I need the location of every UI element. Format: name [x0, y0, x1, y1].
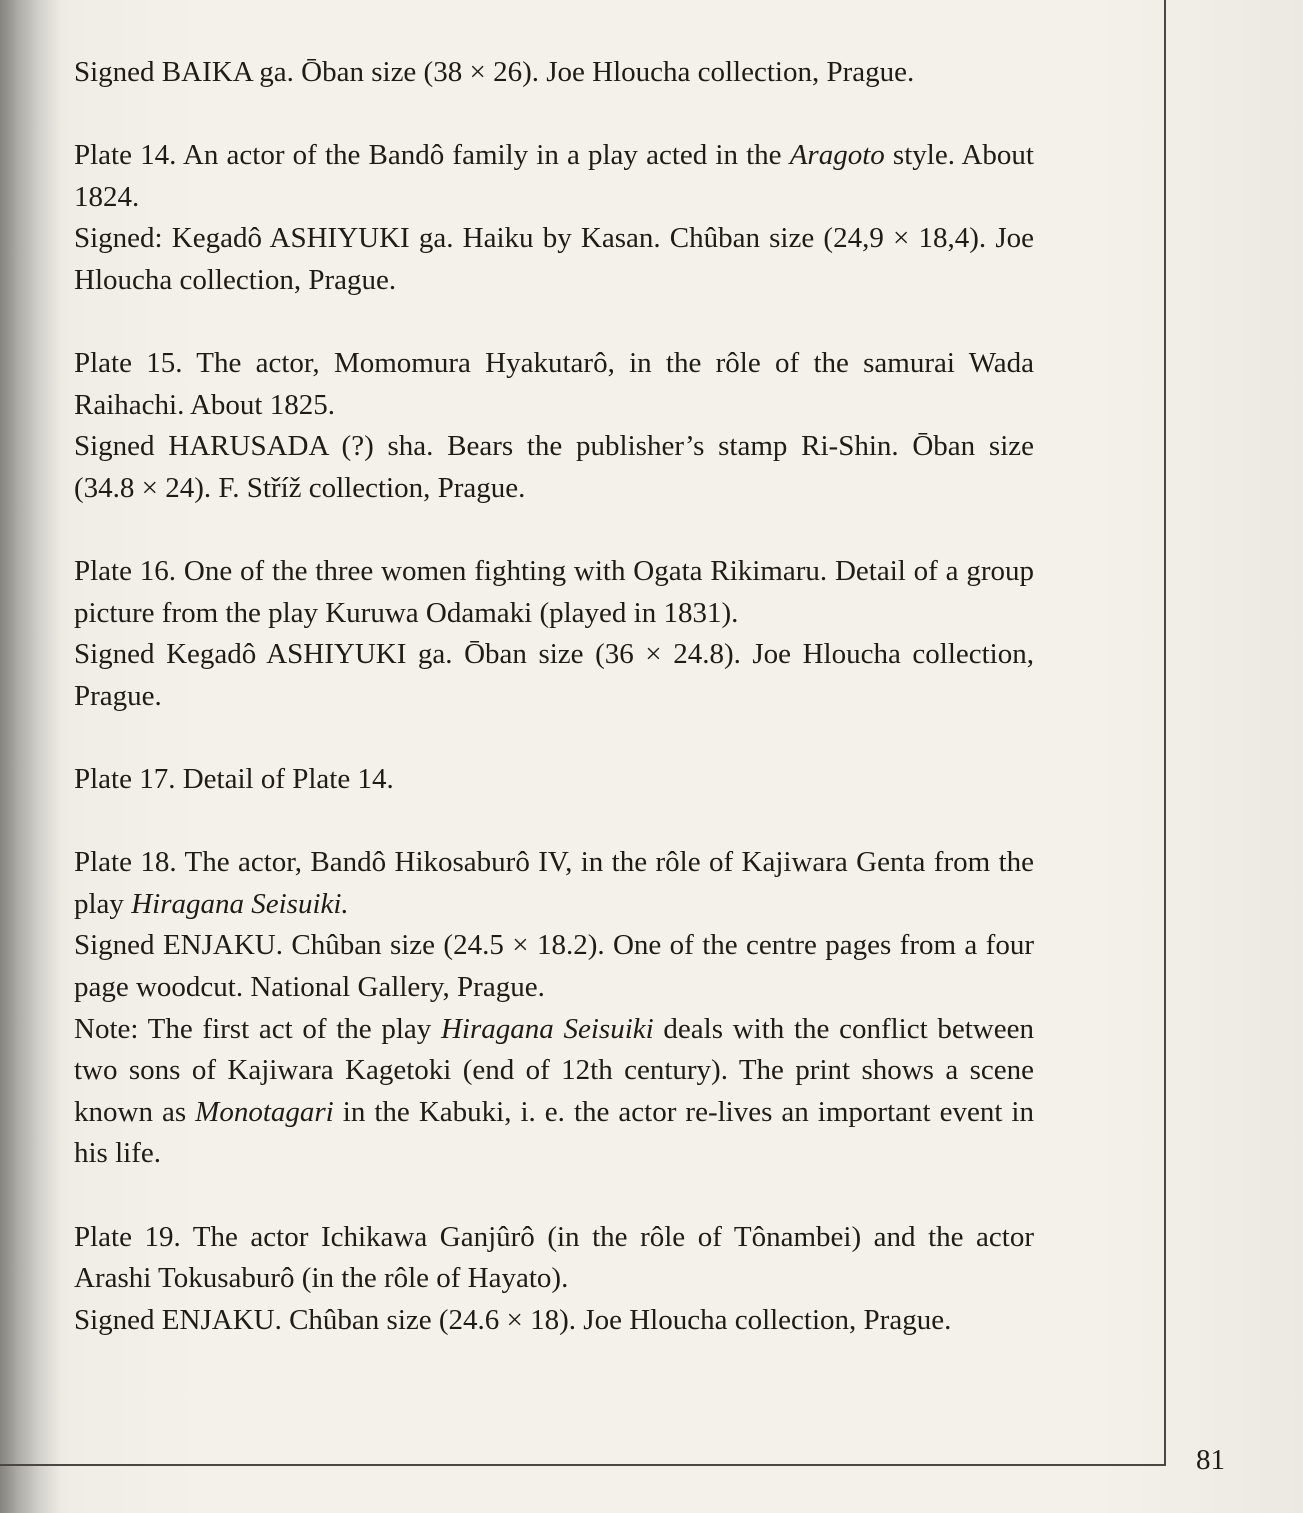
frame-rule-right	[1164, 0, 1166, 1466]
page-number: 81	[1196, 1444, 1225, 1476]
text-run: Note: The first act of the play	[74, 1012, 441, 1045]
entry-plate-15	[74, 343, 1034, 509]
paragraph: Plate 19. The actor Ichikawa Ganjûrô (in the rôle of Tônambei) and the actor Arashi Tokusaburô (in the rôle of Hayato).	[74, 1220, 1034, 1295]
entry-plate-19	[74, 1217, 1034, 1342]
paragraph: Plate 17. Detail of Plate 14.	[74, 763, 394, 796]
text-run: Plate 14. An actor of the Bandô family in a play acted in the	[74, 139, 790, 172]
paragraph: Plate 15. The actor, Momomura Hyakutarô, in the rôle of the samurai Wada Raihachi. About 1825.	[74, 347, 1034, 421]
entry-plate-17	[74, 759, 1034, 801]
paragraph	[74, 135, 1034, 218]
spine-shadow	[0, 0, 60, 1513]
plate-descriptions	[74, 52, 1034, 1383]
italic-title: Hiragana Seisuiki.	[131, 887, 349, 920]
paragraph: Signed BAIKA ga. Ōban size (38 × 26). Joe Hloucha collection, Prague.	[74, 56, 915, 88]
paragraph: Signed ENJAKU. Chûban size (24.6 × 18). Joe Hloucha collection, Prague.	[74, 1303, 952, 1336]
italic-title: Aragoto	[789, 139, 885, 172]
paragraph: Signed Kegadô ASHIYUKI ga. Ōban size (36 × 24.8). Joe Hloucha collection, Prague.	[74, 638, 1034, 712]
entry-baika	[74, 52, 1034, 94]
entry-plate-14	[74, 135, 1034, 301]
italic-term: Monotagari	[195, 1095, 334, 1128]
paragraph: Signed: Kegadô ASHIYUKI ga. Haiku by Kasan. Chûban size (24,9 × 18,4). Joe Hloucha collection, Prague.	[74, 222, 1034, 296]
paragraph	[74, 1009, 1034, 1175]
text-run: in the Kabuki, i. e. the actor re-lives an important event in his life.	[74, 1095, 1034, 1170]
italic-title: Hiragana Seisuiki	[440, 1012, 654, 1045]
paragraph	[74, 842, 1034, 925]
text-run: deals with the conflict between two sons of Kajiwara Kagetoki (end of 12th century). The print shows a scene known as	[74, 1012, 1034, 1128]
entry-plate-16	[74, 551, 1034, 717]
paragraph: Signed ENJAKU. Chûban size (24.5 × 18.2). One of the centre pages from a four page woodcut. National Gallery, Prague.	[74, 929, 1034, 1004]
paragraph: Signed HARUSADA (?) sha. Bears the publisher’s stamp Ri-Shin. Ōban size (34.8 × 24). F. Stříž collection, Prague.	[74, 430, 1034, 504]
frame-rule-bottom	[0, 1464, 1166, 1466]
paragraph: Plate 16. One of the three women fighting with Ogata Rikimaru. Detail of a group picture from the play Kuruwa Odamaki (played in 1831).	[74, 555, 1034, 629]
text-run: Plate 18. The actor, Bandô Hikosaburô IV, in the rôle of Kajiwara Genta from the play	[74, 846, 1034, 920]
entry-plate-18	[74, 842, 1034, 1175]
text-run: style. About 1824.	[74, 139, 1034, 213]
